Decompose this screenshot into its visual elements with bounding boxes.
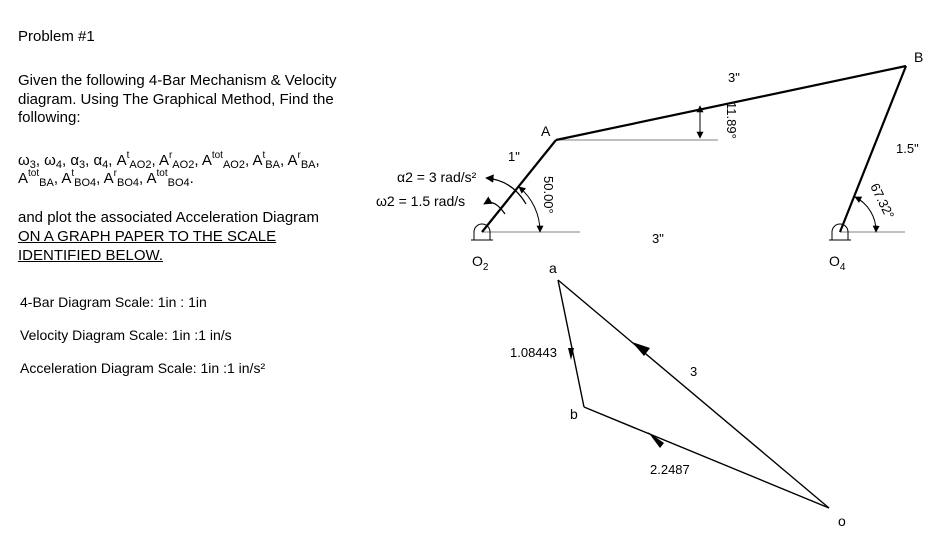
angle-arc-o4 (855, 197, 876, 232)
arrow-ob (648, 432, 664, 448)
vel-origin: o (838, 513, 846, 529)
unknowns-line-1: $\omega_3$, $\omega_4$, $\alpha_3$, $\alpha_4$, $A^t_{AO2}$, $A^r_{AO2}$, $A^{tot}_{AO2}$, $A^t_{BA}$, $A^r_{BA}$, (18, 150, 320, 171)
ground-o4-label: $O_4$ (829, 253, 846, 273)
point-b-label: B (914, 49, 924, 65)
velocity-diagram (510, 260, 846, 529)
angle-o4-label: 67.32° (867, 180, 898, 222)
scale-4bar: 4-Bar Diagram Scale: 1in : 1in (20, 294, 207, 310)
intro-line-1: Given the following 4-Bar Mechanism & Velocity (18, 72, 337, 89)
plot-line-1: and plot the associated Acceleration Diagram (18, 209, 320, 226)
plot-line-3: IDENTIFIED BELOW. (18, 247, 164, 264)
scale-velocity: Velocity Diagram Scale: 1in :1 in/s (20, 327, 232, 343)
omega2-label: ω2 = 1.5 rad/s (376, 193, 466, 209)
scale-acceleration: Acceleration Diagram Scale: 1in :1 in/s² (20, 360, 266, 376)
intro-line-2: diagram. Using The Graphical Method, Find the (18, 91, 334, 108)
vel-va-label: 3 (690, 364, 698, 379)
unknowns-line-2: $A^{tot}_{BA}$, $A^t_{BO4}$, $A^r_{BO4}$, $A^{tot}_{BO4}$. (18, 168, 194, 189)
vel-vb-label: 2.2487 (650, 462, 690, 477)
plot-line-2: ON A GRAPH PAPER TO THE SCALE (18, 228, 277, 245)
vector-ob (584, 407, 829, 508)
angle-ab-label: 11.89° (724, 102, 739, 139)
four-bar-mechanism (376, 49, 923, 246)
ground-o2-label: $O_2$ (472, 253, 489, 273)
arrow-oa (632, 342, 650, 356)
alpha2-arrow (486, 178, 526, 204)
vel-vba-label: 1.08443 (510, 345, 557, 360)
point-a-label: A (541, 123, 551, 139)
vel-point-a: a (549, 260, 557, 276)
vel-point-b: b (570, 406, 578, 422)
alpha2-label: α2 = 3 rad/s² (397, 169, 477, 185)
link-ab-label: 3" (728, 70, 740, 85)
vector-oa (558, 280, 829, 508)
ground-link-label: 3" (652, 231, 664, 246)
angle-o2-label: 50.00° (541, 176, 556, 214)
link-bo4-label: 1.5" (896, 141, 919, 156)
link-o2a-label: 1" (508, 149, 520, 164)
intro-line-3: following: (18, 109, 81, 126)
angle-arc-o2 (519, 187, 540, 232)
problem-title: Problem #1 (18, 28, 95, 45)
